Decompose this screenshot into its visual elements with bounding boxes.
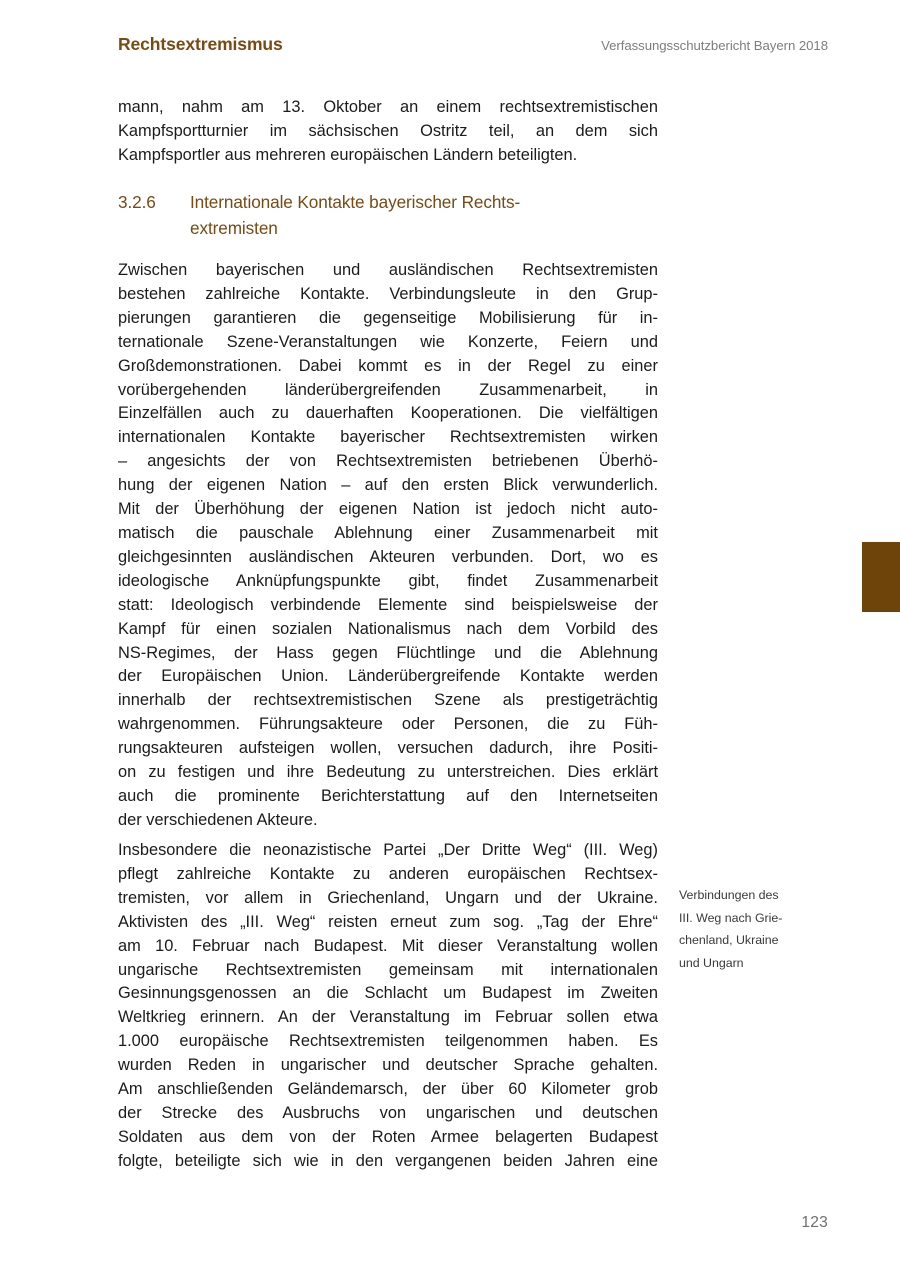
text-line: wurden Reden in ungarischer und deutscher Sprache gehalten. bbox=[118, 1056, 658, 1075]
text-line: der verschiedenen Akteure. bbox=[118, 810, 318, 829]
text-line: Weltkrieg erinnern. An der Veranstaltung im Februar sollen etwa bbox=[118, 1008, 658, 1027]
text-line: Gesinnungsgenossen an die Schlacht um Budapest im Zweiten bbox=[118, 984, 658, 1003]
text-line: auch die prominente Berichterstattung auf den Internetseiten bbox=[118, 786, 658, 805]
section-heading bbox=[118, 190, 678, 241]
text-line: matisch die pauschale Ablehnung einer Zusammenarbeit mit bbox=[118, 523, 658, 542]
text-line: internationalen Kontakte bayerischer Rechtsextremisten wirken bbox=[118, 428, 658, 447]
text-line: rungsakteuren aufsteigen wollen, versuchen dadurch, ihre Positi- bbox=[118, 739, 658, 758]
margin-note-line: und Ungarn bbox=[679, 955, 744, 970]
text-line: 1.000 europäische Rechtsextremisten teilgenommen haben. Es bbox=[118, 1032, 658, 1051]
text-line: Kampfsportturnier im sächsischen Ostritz teil, an dem sich bbox=[118, 121, 658, 140]
section-title-line: Internationale Kontakte bayerischer Rechts- bbox=[190, 192, 521, 212]
paragraph-continuation bbox=[118, 96, 658, 168]
text-line: Kampfsportler aus mehreren europäischen Ländern beteiligten. bbox=[118, 145, 578, 164]
section-title-line: extremisten bbox=[190, 217, 278, 238]
text-line: bestehen zahlreiche Kontakte. Verbindungsleute in den Grup- bbox=[118, 284, 658, 303]
margin-note-line: Verbindungen des bbox=[679, 888, 779, 902]
text-line: gleichgesinnten ausländischen Akteuren verbunden. Dort, wo es bbox=[118, 547, 658, 566]
body-paragraph-main bbox=[118, 259, 658, 833]
text-line: mann, nahm am 13. Oktober an einem rechtsextremistischen bbox=[118, 98, 658, 116]
text-line: Zwischen bayerischen und ausländischen Rechtsextremisten bbox=[118, 261, 658, 279]
margin-note-line: III. Weg nach Grie- bbox=[679, 910, 783, 925]
text-line: hung der eigenen Nation – auf den ersten Blick verwunderlich. bbox=[118, 476, 658, 495]
text-line: statt: Ideologisch verbindende Elemente sind beispielsweise der bbox=[118, 595, 658, 614]
text-line: am 10. Februar nach Budapest. Mit dieser Veranstaltung wollen bbox=[118, 936, 658, 955]
text-line: Großdemonstrationen. Dabei kommt es in der Regel zu einer bbox=[118, 356, 658, 375]
text-line: Mit der Überhöhung der eigenen Nation ist jedoch nicht auto- bbox=[118, 500, 658, 519]
thumb-index-tab bbox=[862, 542, 900, 612]
text-line: der Strecke des Ausbruchs von ungarischen und deutschen bbox=[118, 1103, 658, 1122]
text-line: Einzelfällen auch zu dauerhaften Kooperationen. Die vielfältigen bbox=[118, 404, 658, 423]
text-line: NS-Regimes, der Hass gegen Flüchtlinge und die Ablehnung bbox=[118, 643, 658, 662]
text-line: ternationale Szene-Veranstaltungen wie Konzerte, Feiern und bbox=[118, 332, 658, 351]
header-report-title: Verfassungsschutzbericht Bayern 2018 bbox=[601, 38, 828, 53]
text-line: Kampf für einen sozialen Nationalismus nach dem Vorbild des bbox=[118, 619, 658, 638]
page-number: 123 bbox=[801, 1214, 828, 1231]
text-line: innerhalb der rechtsextremistischen Szene als prestigeträchtig bbox=[118, 691, 658, 710]
running-header bbox=[118, 34, 828, 60]
text-line: Aktivisten des „III. Weg“ reisten erneut zum sog. „Tag der Ehre“ bbox=[118, 912, 658, 931]
text-line: der Europäischen Union. Länderübergreifende Kontakte werden bbox=[118, 667, 658, 686]
text-line: pflegt zahlreiche Kontakte zu anderen europäischen Rechtsex- bbox=[118, 864, 658, 883]
text-line: on zu festigen und ihre Bedeutung zu unterstreichen. Dies erklärt bbox=[118, 763, 658, 782]
margin-note-line: chenland, Ukraine bbox=[679, 933, 779, 948]
text-line: Soldaten aus dem von der Roten Armee belagerten Budapest bbox=[118, 1127, 658, 1146]
margin-note bbox=[679, 884, 839, 974]
text-line: folgte, beteiligte sich wie in den vergangenen beiden Jahren eine bbox=[118, 1151, 658, 1170]
text-line: Am anschließenden Geländemarsch, der über 60 Kilometer grob bbox=[118, 1080, 658, 1099]
section-number: 3.2.6 bbox=[118, 192, 156, 212]
text-line: vorübergehenden länderübergreifenden Zusammenarbeit, in bbox=[118, 380, 658, 399]
text-line: pierungen garantieren die gegenseitige Mobilisierung für in- bbox=[118, 308, 658, 327]
text-line: Insbesondere die neonazistische Partei „Der Dritte Weg“ (III. Weg) bbox=[118, 841, 658, 859]
text-line: wahrgenommen. Führungsakteure oder Personen, die zu Füh- bbox=[118, 715, 658, 734]
text-line: ungarische Rechtsextremisten gemeinsam mit internationalen bbox=[118, 960, 658, 979]
header-section-title: Rechtsextremismus bbox=[118, 34, 283, 54]
text-line: ideologische Anknüpfungspunkte gibt, findet Zusammenarbeit bbox=[118, 571, 658, 590]
section-title bbox=[190, 190, 678, 241]
text-line: – angesichts der von Rechtsextremisten betriebenen Überhö- bbox=[118, 452, 658, 471]
body-paragraph-dritte-weg bbox=[118, 839, 658, 1174]
text-line: tremisten, vor allem in Griechenland, Ungarn und der Ukraine. bbox=[118, 888, 658, 907]
